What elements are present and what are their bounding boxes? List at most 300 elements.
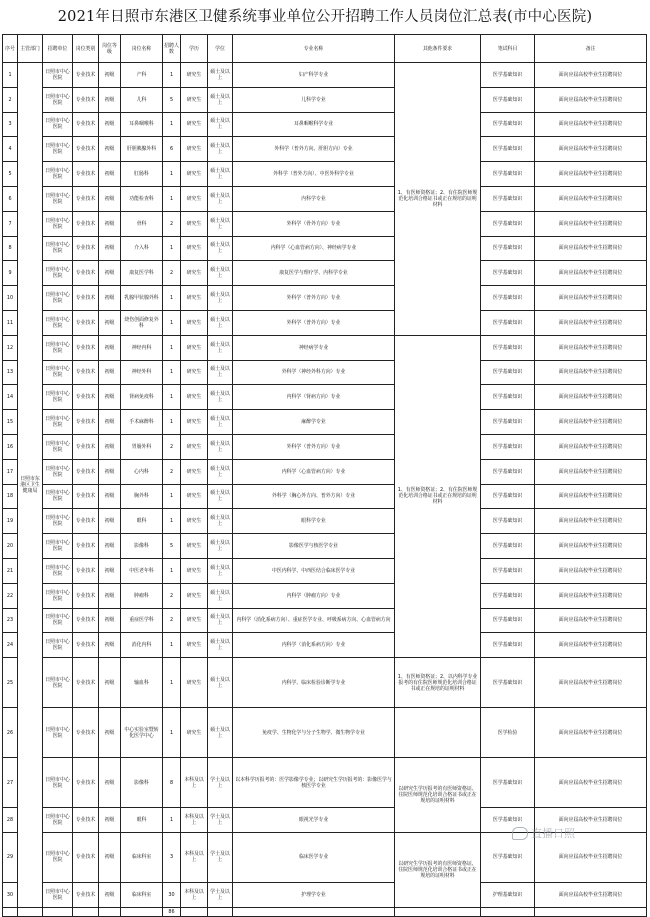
cell-note: 面向应届高校毕业生招聘岗位 xyxy=(535,608,647,633)
cell-degree: 硕士及以上 xyxy=(208,484,233,509)
cell-count: 2 xyxy=(163,261,181,286)
cell-post: 手术麻醉科 xyxy=(121,410,163,435)
recruitment-table xyxy=(2,34,647,917)
cell-count: 1 xyxy=(163,808,181,833)
cell-unit: 日照市中心医院 xyxy=(43,658,73,708)
total-cell xyxy=(3,907,18,916)
cell-level: 初级 xyxy=(99,261,121,286)
cell-count: 1 xyxy=(163,162,181,187)
cell-edu: 研究生 xyxy=(181,286,208,311)
cell-category: 专业技术 xyxy=(73,509,99,534)
cell-count: 6 xyxy=(163,137,181,162)
cell-exam: 医学基础知识 xyxy=(481,758,535,808)
cell-category: 专业技术 xyxy=(73,360,99,385)
cell-degree: 硕士及以上 xyxy=(208,509,233,534)
cell-category: 专业技术 xyxy=(73,236,99,261)
cell-major: 以本科学历报考的：医学影像学专业；以研究生学历报考的：影像医学与核医学专业 xyxy=(233,758,395,808)
cell-level: 初级 xyxy=(99,335,121,360)
cell-major: 外科学（胸心外方向、普外方向）专业 xyxy=(233,484,395,509)
cell-no: 19 xyxy=(3,509,18,534)
cell-count: 30 xyxy=(163,882,181,907)
table-row xyxy=(3,310,647,335)
cell-level: 初级 xyxy=(99,410,121,435)
cell-unit: 日照市中心医院 xyxy=(43,708,73,758)
cell-count: 1 xyxy=(163,360,181,385)
table-row xyxy=(3,459,647,484)
cell-no: 12 xyxy=(3,335,18,360)
cell-category: 专业技术 xyxy=(73,534,99,559)
cell-major: 眼科学专业 xyxy=(233,509,395,534)
requirements-cell: 1、有医师资格证；2、有住院医师规范化培训合格证书或正在规培的证明材料 xyxy=(395,63,481,336)
cell-unit: 日照市中心医院 xyxy=(43,360,73,385)
cell-major: 内科学专业 xyxy=(233,186,395,211)
cell-degree: 学士及以上 xyxy=(208,882,233,907)
cell-major: 外科学（普外方向）专业 xyxy=(233,310,395,335)
header-cell: 其他条件要求 xyxy=(395,35,481,63)
cell-category: 专业技术 xyxy=(73,832,99,882)
cell-post: 肿瘤科 xyxy=(121,583,163,608)
table-row xyxy=(3,633,647,658)
cell-no: 24 xyxy=(3,633,18,658)
table-row xyxy=(3,360,647,385)
cell-degree: 学士及以上 xyxy=(208,832,233,882)
cell-major: 外科学（普外方向）、中医外科学专业 xyxy=(233,162,395,187)
wechat-logo-icon xyxy=(512,827,528,840)
cell-note: 面向应届高校毕业生招聘岗位 xyxy=(535,211,647,236)
cell-note: 面向应届高校毕业生招聘岗位 xyxy=(535,137,647,162)
cell-edu: 研究生 xyxy=(181,261,208,286)
cell-count: 1 xyxy=(163,63,181,88)
cell-unit: 日照市中心医院 xyxy=(43,484,73,509)
cell-major: 内科学（心血管病方向）专业 xyxy=(233,459,395,484)
cell-no: 1 xyxy=(3,63,18,88)
cell-note: 面向应届高校毕业生招聘岗位 xyxy=(535,708,647,758)
table-row xyxy=(3,882,647,907)
table-row xyxy=(3,583,647,608)
cell-post: 康复医学科 xyxy=(121,261,163,286)
cell-level: 初级 xyxy=(99,758,121,808)
cell-unit: 日照市中心医院 xyxy=(43,385,73,410)
cell-degree: 学士及以上 xyxy=(208,758,233,808)
cell-no: 28 xyxy=(3,808,18,833)
table-row xyxy=(3,286,647,311)
cell-edu: 研究生 xyxy=(181,459,208,484)
cell-note: 面向应届高校毕业生招聘岗位 xyxy=(535,808,647,833)
cell-post: 骨科 xyxy=(121,211,163,236)
cell-edu: 研究生 xyxy=(181,633,208,658)
cell-category: 专业技术 xyxy=(73,385,99,410)
cell-exam: 医学基础知识 xyxy=(481,162,535,187)
cell-level: 初级 xyxy=(99,186,121,211)
header-cell: 岗位类别 xyxy=(73,35,99,63)
cell-post: 重症医学科 xyxy=(121,608,163,633)
cell-degree: 硕士及以上 xyxy=(208,434,233,459)
cell-note: 面向应届高校毕业生招聘岗位 xyxy=(535,484,647,509)
cell-unit: 日照市中心医院 xyxy=(43,63,73,88)
cell-major: 内科学（肾病方向）专业 xyxy=(233,385,395,410)
cell-note: 面向应届高校毕业生招聘岗位 xyxy=(535,236,647,261)
cell-level: 初级 xyxy=(99,708,121,758)
cell-no: 10 xyxy=(3,286,18,311)
cell-major: 麻醉学专业 xyxy=(233,410,395,435)
cell-note: 面向应届高校毕业生招聘岗位 xyxy=(535,112,647,137)
total-cell xyxy=(208,907,233,916)
cell-major: 中医内科学、中西医结合临床医学专业 xyxy=(233,558,395,583)
cell-note: 面向应届高校毕业生招聘岗位 xyxy=(535,832,647,882)
cell-degree: 硕士及以上 xyxy=(208,137,233,162)
total-cell xyxy=(233,907,395,916)
table-row xyxy=(3,708,647,758)
cell-no: 16 xyxy=(3,434,18,459)
cell-no: 5 xyxy=(3,162,18,187)
cell-note: 面向应届高校毕业生招聘岗位 xyxy=(535,261,647,286)
total-cell xyxy=(121,907,163,916)
cell-no: 8 xyxy=(3,236,18,261)
cell-exam: 医学基础知识 xyxy=(481,832,535,882)
table-row xyxy=(3,434,647,459)
cell-unit: 日照市中心医院 xyxy=(43,808,73,833)
cell-exam: 医学基础知识 xyxy=(481,286,535,311)
cell-category: 专业技术 xyxy=(73,286,99,311)
cell-no: 6 xyxy=(3,186,18,211)
cell-major: 耳鼻咽喉科学专业 xyxy=(233,112,395,137)
cell-unit: 日照市中心医院 xyxy=(43,410,73,435)
cell-no: 15 xyxy=(3,410,18,435)
header-cell: 专业名称 xyxy=(233,35,395,63)
cell-unit: 日照市中心医院 xyxy=(43,882,73,907)
cell-edu: 研究生 xyxy=(181,534,208,559)
cell-category: 专业技术 xyxy=(73,558,99,583)
cell-exam: 医学基础知识 xyxy=(481,658,535,708)
cell-category: 专业技术 xyxy=(73,112,99,137)
table-row xyxy=(3,658,647,708)
cell-level: 初级 xyxy=(99,484,121,509)
cell-major: 内科学、临床检验诊断学专业 xyxy=(233,658,395,708)
cell-note: 面向应届高校毕业生招聘岗位 xyxy=(535,87,647,112)
cell-exam: 医学基础知识 xyxy=(481,211,535,236)
cell-exam: 医学基础知识 xyxy=(481,261,535,286)
table-row xyxy=(3,558,647,583)
cell-degree: 硕士及以上 xyxy=(208,236,233,261)
cell-note: 面向应届高校毕业生招聘岗位 xyxy=(535,658,647,708)
cell-count: 2 xyxy=(163,211,181,236)
cell-unit: 日照市中心医院 xyxy=(43,137,73,162)
cell-exam: 医学基础知识 xyxy=(481,385,535,410)
table-row xyxy=(3,186,647,211)
total-cell xyxy=(43,907,73,916)
cell-post: 输血科 xyxy=(121,658,163,708)
cell-count: 1 xyxy=(163,509,181,534)
cell-exam: 医学基础知识 xyxy=(481,63,535,88)
cell-unit: 日照市中心医院 xyxy=(43,534,73,559)
cell-degree: 硕士及以上 xyxy=(208,87,233,112)
cell-post: 影像科 xyxy=(121,758,163,808)
cell-no: 29 xyxy=(3,832,18,882)
cell-level: 初级 xyxy=(99,137,121,162)
table-row xyxy=(3,162,647,187)
cell-exam: 医学基础知识 xyxy=(481,137,535,162)
cell-edu: 研究生 xyxy=(181,509,208,534)
cell-edu: 研究生 xyxy=(181,310,208,335)
cell-count: 1 xyxy=(163,335,181,360)
cell-level: 初级 xyxy=(99,162,121,187)
cell-degree: 硕士及以上 xyxy=(208,608,233,633)
cell-level: 初级 xyxy=(99,882,121,907)
cell-no: 3 xyxy=(3,112,18,137)
cell-edu: 研究生 xyxy=(181,87,208,112)
table-row xyxy=(3,63,647,88)
cell-no: 22 xyxy=(3,583,18,608)
cell-post: 肛肠科 xyxy=(121,162,163,187)
cell-post: 胃肠外科 xyxy=(121,434,163,459)
cell-note: 面向应届高校毕业生招聘岗位 xyxy=(535,335,647,360)
table-row xyxy=(3,335,647,360)
cell-level: 初级 xyxy=(99,558,121,583)
cell-degree: 硕士及以上 xyxy=(208,583,233,608)
cell-major: 免疫学、生物化学与分子生物学、微生物学专业 xyxy=(233,708,395,758)
cell-count: 2 xyxy=(163,583,181,608)
cell-major: 内科学（心血管病方向）、神经病学专业 xyxy=(233,236,395,261)
cell-unit: 日照市中心医院 xyxy=(43,832,73,882)
cell-category: 专业技术 xyxy=(73,882,99,907)
header-cell: 序号 xyxy=(3,35,18,63)
cell-major: 外科学（骨外方向）专业 xyxy=(233,211,395,236)
table-row xyxy=(3,385,647,410)
cell-category: 专业技术 xyxy=(73,410,99,435)
cell-post: 肾病免疫科 xyxy=(121,385,163,410)
cell-level: 初级 xyxy=(99,385,121,410)
requirements-cell: 以研究生学历报考的有医师资格证、住院医师规范化培训合格证书或正在规培的证明材料 xyxy=(395,832,481,907)
table-row xyxy=(3,87,647,112)
watermark-text: 直播日照 xyxy=(531,827,575,840)
cell-degree: 硕士及以上 xyxy=(208,261,233,286)
total-cell xyxy=(535,907,647,916)
cell-exam: 医学基础知识 xyxy=(481,87,535,112)
cell-post: 功能检查科 xyxy=(121,186,163,211)
cell-category: 专业技术 xyxy=(73,162,99,187)
cell-unit: 日照市中心医院 xyxy=(43,310,73,335)
cell-category: 专业技术 xyxy=(73,261,99,286)
cell-count: 1 xyxy=(163,236,181,261)
cell-exam: 医学基础知识 xyxy=(481,335,535,360)
table-row xyxy=(3,236,647,261)
cell-degree: 硕士及以上 xyxy=(208,286,233,311)
cell-major: 神经病学专业 xyxy=(233,335,395,360)
cell-note: 面向应届高校毕业生招聘岗位 xyxy=(535,410,647,435)
requirements-cell: 1、有医师资格证；2、有住院医师规范化培训合格证书或正在规培的证明材料 xyxy=(395,335,481,657)
cell-category: 专业技术 xyxy=(73,608,99,633)
cell-category: 专业技术 xyxy=(73,211,99,236)
header-cell: 笔试科目 xyxy=(481,35,535,63)
cell-degree: 硕士及以上 xyxy=(208,63,233,88)
cell-post: 胸外科 xyxy=(121,484,163,509)
cell-category: 专业技术 xyxy=(73,808,99,833)
cell-exam: 医学基础知识 xyxy=(481,484,535,509)
cell-exam: 医学检验 xyxy=(481,708,535,758)
cell-edu: 研究生 xyxy=(181,558,208,583)
cell-category: 专业技术 xyxy=(73,87,99,112)
cell-count: 2 xyxy=(163,608,181,633)
cell-exam: 医学基础知识 xyxy=(481,310,535,335)
cell-degree: 硕士及以上 xyxy=(208,385,233,410)
header-cell: 招聘单位 xyxy=(43,35,73,63)
cell-level: 初级 xyxy=(99,434,121,459)
cell-note: 面向应届高校毕业生招聘岗位 xyxy=(535,186,647,211)
cell-note: 面向应届高校毕业生招聘岗位 xyxy=(535,633,647,658)
cell-count: 1 xyxy=(163,708,181,758)
cell-degree: 硕士及以上 xyxy=(208,211,233,236)
cell-exam: 医学基础知识 xyxy=(481,112,535,137)
cell-exam: 医学基础知识 xyxy=(481,360,535,385)
cell-level: 初级 xyxy=(99,112,121,137)
cell-unit: 日照市中心医院 xyxy=(43,509,73,534)
requirements-cell xyxy=(395,708,481,758)
table-row xyxy=(3,211,647,236)
cell-count: 1 xyxy=(163,484,181,509)
cell-degree: 硕士及以上 xyxy=(208,410,233,435)
cell-note: 面向应届高校毕业生招聘岗位 xyxy=(535,385,647,410)
cell-no: 23 xyxy=(3,608,18,633)
cell-post: 神经内科 xyxy=(121,335,163,360)
cell-category: 专业技术 xyxy=(73,758,99,808)
cell-edu: 本科及以上 xyxy=(181,758,208,808)
cell-no: 17 xyxy=(3,459,18,484)
cell-exam: 医学基础知识 xyxy=(481,509,535,534)
cell-edu: 研究生 xyxy=(181,162,208,187)
cell-category: 专业技术 xyxy=(73,63,99,88)
table-row xyxy=(3,112,647,137)
cell-no: 26 xyxy=(3,708,18,758)
cell-no: 13 xyxy=(3,360,18,385)
cell-exam: 医学基础知识 xyxy=(481,558,535,583)
cell-post: 临床科室 xyxy=(121,882,163,907)
header-cell: 招聘人数 xyxy=(163,35,181,63)
cell-note: 面向应届高校毕业生招聘岗位 xyxy=(535,63,647,88)
cell-no: 9 xyxy=(3,261,18,286)
cell-post: 临床科室 xyxy=(121,832,163,882)
cell-category: 专业技术 xyxy=(73,484,99,509)
cell-note: 面向应届高校毕业生招聘岗位 xyxy=(535,534,647,559)
cell-level: 初级 xyxy=(99,63,121,88)
cell-edu: 研究生 xyxy=(181,608,208,633)
cell-degree: 硕士及以上 xyxy=(208,558,233,583)
cell-category: 专业技术 xyxy=(73,658,99,708)
cell-note: 面向应届高校毕业生招聘岗位 xyxy=(535,558,647,583)
cell-post: 中心实验室暨转化医学中心 xyxy=(121,708,163,758)
cell-unit: 日照市中心医院 xyxy=(43,335,73,360)
page-title: 2021年日照市东港区卫健系统事业单位公开招聘工作人员岗位汇总表(市中心医院) xyxy=(57,9,593,25)
cell-major: 妇产科学专业 xyxy=(233,63,395,88)
cell-unit: 日照市中心医院 xyxy=(43,236,73,261)
cell-major: 外科学（普外方向、肝胆方向）专业 xyxy=(233,137,395,162)
total-count: 86 xyxy=(163,907,181,916)
cell-major: 内科学（消化系病方向）专业 xyxy=(233,633,395,658)
cell-note: 面向应届高校毕业生招聘岗位 xyxy=(535,434,647,459)
cell-edu: 研究生 xyxy=(181,186,208,211)
cell-exam: 医学基础知识 xyxy=(481,236,535,261)
cell-level: 初级 xyxy=(99,286,121,311)
cell-degree: 硕士及以上 xyxy=(208,633,233,658)
cell-count: 5 xyxy=(163,534,181,559)
cell-edu: 研究生 xyxy=(181,360,208,385)
total-cell xyxy=(181,907,208,916)
cell-count: 1 xyxy=(163,633,181,658)
cell-post: 产科 xyxy=(121,63,163,88)
cell-edu: 研究生 xyxy=(181,236,208,261)
cell-count: 5 xyxy=(163,87,181,112)
cell-unit: 日照市中心医院 xyxy=(43,112,73,137)
cell-category: 专业技术 xyxy=(73,708,99,758)
cell-count: 1 xyxy=(163,186,181,211)
cell-major: 外科学（神经外科方向）专业 xyxy=(233,360,395,385)
cell-major: 外科学（普外方向）专业 xyxy=(233,286,395,311)
cell-count: 1 xyxy=(163,385,181,410)
cell-major: 内科学（消化系病方向）、重症医学专业、呼吸系病方向、心血管病方向 xyxy=(233,608,395,633)
cell-no: 14 xyxy=(3,385,18,410)
cell-category: 专业技术 xyxy=(73,434,99,459)
cell-post: 心内科 xyxy=(121,459,163,484)
cell-level: 初级 xyxy=(99,310,121,335)
cell-degree: 硕士及以上 xyxy=(208,658,233,708)
cell-unit: 日照市中心医院 xyxy=(43,87,73,112)
cell-category: 专业技术 xyxy=(73,583,99,608)
cell-unit: 日照市中心医院 xyxy=(43,162,73,187)
table-row xyxy=(3,484,647,509)
dept-cell: 日照市东港区卫生健康局 xyxy=(18,63,43,908)
cell-degree: 硕士及以上 xyxy=(208,310,233,335)
cell-note: 面向应届高校毕业生招聘岗位 xyxy=(535,310,647,335)
table-row xyxy=(3,410,647,435)
cell-edu: 研究生 xyxy=(181,484,208,509)
cell-unit: 日照市中心医院 xyxy=(43,633,73,658)
cell-note: 面向应届高校毕业生招聘岗位 xyxy=(535,583,647,608)
cell-edu: 研究生 xyxy=(181,658,208,708)
cell-exam: 医学基础知识 xyxy=(481,459,535,484)
cell-post: 眼科 xyxy=(121,509,163,534)
cell-exam: 医学基础知识 xyxy=(481,410,535,435)
cell-no: 7 xyxy=(3,211,18,236)
cell-unit: 日照市中心医院 xyxy=(43,758,73,808)
cell-edu: 研究生 xyxy=(181,385,208,410)
total-cell xyxy=(395,907,481,916)
cell-edu: 研究生 xyxy=(181,410,208,435)
cell-note: 面向应届高校毕业生招聘岗位 xyxy=(535,509,647,534)
cell-edu: 研究生 xyxy=(181,211,208,236)
cell-count: 1 xyxy=(163,286,181,311)
cell-level: 初级 xyxy=(99,534,121,559)
table-row xyxy=(3,758,647,808)
cell-unit: 日照市中心医院 xyxy=(43,459,73,484)
table-row xyxy=(3,509,647,534)
cell-unit: 日照市中心医院 xyxy=(43,434,73,459)
cell-post: 儿科 xyxy=(121,87,163,112)
cell-unit: 日照市中心医院 xyxy=(43,608,73,633)
cell-level: 初级 xyxy=(99,658,121,708)
cell-count: 1 xyxy=(163,310,181,335)
header-cell: 岗位名称 xyxy=(121,35,163,63)
cell-edu: 研究生 xyxy=(181,708,208,758)
cell-degree: 学士及以上 xyxy=(208,808,233,833)
cell-note: 面向应届高校毕业生招聘岗位 xyxy=(535,758,647,808)
cell-edu: 本科及以上 xyxy=(181,832,208,882)
cell-major: 康复医学与理疗学、内科学专业 xyxy=(233,261,395,286)
cell-count: 1 xyxy=(163,112,181,137)
cell-count: 1 xyxy=(163,658,181,708)
cell-major: 外科学（普外方向）专业 xyxy=(233,434,395,459)
cell-exam: 医学基础知识 xyxy=(481,534,535,559)
cell-degree: 硕士及以上 xyxy=(208,459,233,484)
cell-note: 面向应届高校毕业生招聘岗位 xyxy=(535,162,647,187)
